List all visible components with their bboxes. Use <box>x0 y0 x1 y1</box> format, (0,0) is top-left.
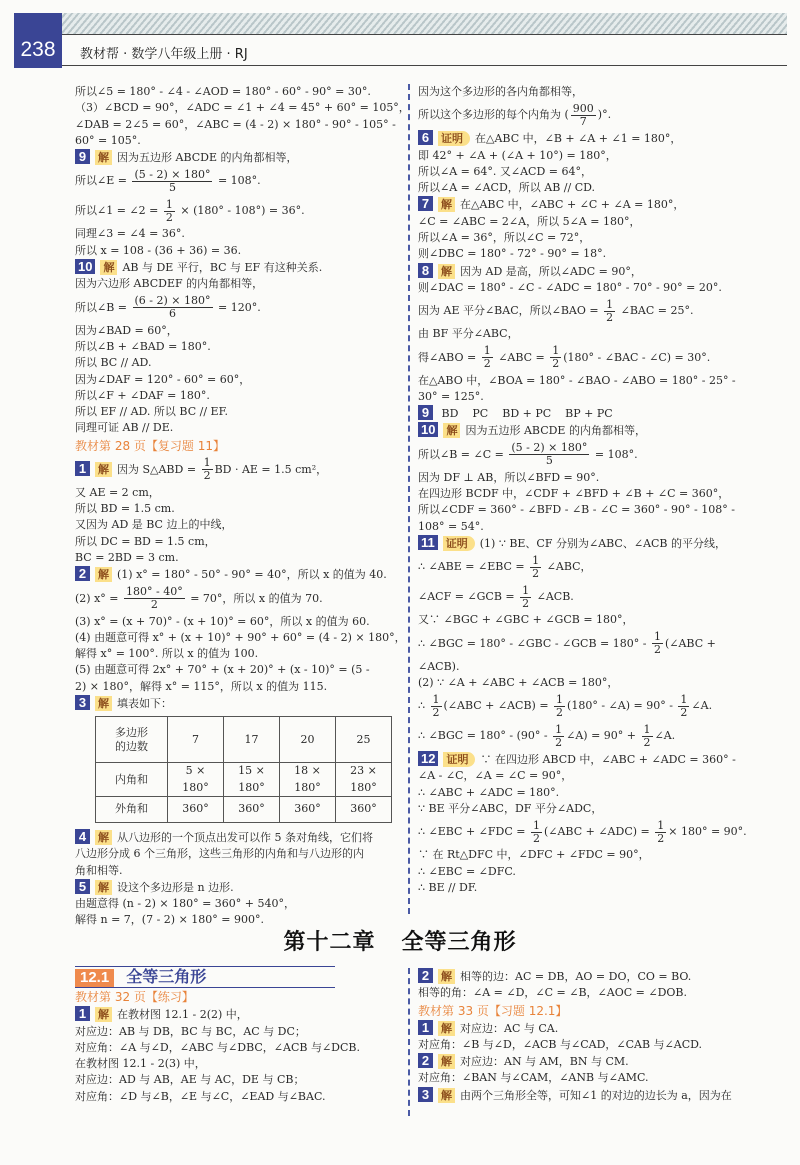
text-line: 对应边：AB 与 DB，BC 与 BC，AC 与 DC； <box>75 1024 306 1038</box>
text: (∠ABC + ∠ADC) = <box>543 825 650 839</box>
numerator: 1 <box>532 818 540 832</box>
answer-tag: 解 <box>95 462 112 477</box>
text-line: 所以 BC // AD. <box>75 356 152 370</box>
fraction <box>482 345 493 370</box>
text-line: 对应边：AD 与 AB，AE 与 AC，DE 与 CB； <box>75 1073 305 1087</box>
question-number-badge: 10 <box>75 259 95 274</box>
review-question-8 <box>418 263 788 280</box>
question-number-badge: 1 <box>75 461 90 476</box>
question-10 <box>75 259 405 276</box>
denominator: 2 <box>432 705 440 719</box>
column-divider <box>408 84 410 914</box>
blank-answer: BD + PC <box>502 407 552 421</box>
text: 所以这个多边形的每个内角为 ( <box>418 108 569 122</box>
numerator: 1 <box>653 630 661 644</box>
text-line: ∠ACB). <box>418 659 460 673</box>
formula-line <box>75 584 405 614</box>
text-line: 又∵ ∠BGC + ∠GBC + ∠GCB = 180°， <box>418 613 634 627</box>
answer-tag: 解 <box>95 830 112 845</box>
table-cell: 360° <box>168 796 224 822</box>
text: ∠ACB. <box>536 590 574 604</box>
column-divider-lower <box>408 968 410 1116</box>
row-header <box>96 717 168 763</box>
denominator: 2 <box>483 357 491 371</box>
text-line: 在四边形 BCDF 中，∠CDF + ∠BFD + ∠B + ∠C = 360°， <box>418 487 730 501</box>
denominator: 2 <box>150 598 158 612</box>
fraction <box>678 694 689 719</box>
text: ∴ ∠ABE = ∠EBC = <box>418 560 525 574</box>
text: BD · AE = 1.5 cm²， <box>214 462 328 476</box>
row-header: 内角和 <box>96 763 168 797</box>
fraction <box>554 694 565 719</box>
text-line: 30° = 125°. <box>418 389 484 403</box>
text: 因为 AD 是高，所以∠ADC = 90°， <box>460 264 642 278</box>
numerator: 1 <box>552 344 560 358</box>
denominator: 2 <box>555 735 563 749</box>
textbook-page-link: 教材第 28 页【复习题 11】 <box>75 438 225 453</box>
numerator: 900 <box>572 101 594 115</box>
question-number-badge: 12 <box>418 751 438 766</box>
formula-line <box>418 296 788 326</box>
table-cell: 17 <box>224 717 280 763</box>
denominator: 2 <box>606 310 614 324</box>
numerator: 1 <box>657 818 665 832</box>
fraction <box>553 724 564 749</box>
text-line: 所以∠F + ∠DAF = 180°. <box>75 388 210 402</box>
question-number-badge: 3 <box>418 1087 433 1102</box>
formula-line <box>75 293 405 323</box>
denominator: 2 <box>532 566 540 580</box>
text: 所以∠B = ∠C = <box>418 447 504 461</box>
formula-line <box>418 440 788 470</box>
table-cell: 5 × 180° <box>168 763 224 797</box>
text-line: 所以∠B + ∠BAD = 180°. <box>75 339 211 353</box>
section-number: 12.1 <box>75 969 114 987</box>
text: = 120°. <box>218 300 261 314</box>
text-line: ∠C = ∠ABC = 2∠A，所以 5∠A = 180°， <box>418 214 641 228</box>
fraction <box>655 820 666 845</box>
text: ∠A. <box>654 729 676 743</box>
exercise-question-1 <box>418 1020 788 1037</box>
table-cell: 20 <box>280 717 336 763</box>
question-number-badge: 3 <box>75 695 90 710</box>
text: = 70°，所以 x 的值为 70. <box>190 591 323 605</box>
table-row <box>96 717 392 763</box>
textbook-page-link: 教材第 33 页【习题 12.1】 <box>418 1003 568 1018</box>
formula-line <box>418 100 788 130</box>
fraction <box>530 555 541 580</box>
numerator: 1 <box>555 722 563 736</box>
text-line: 所以∠A = 64°. 又∠ACD = 64°， <box>418 164 592 178</box>
fraction <box>164 199 175 224</box>
text: 因为 AE 平分∠BAC，所以∠BAO = <box>418 304 599 318</box>
numerator: 1 <box>680 692 688 706</box>
question-number-badge: 8 <box>418 263 433 278</box>
formula-line <box>418 817 788 847</box>
fraction <box>509 442 589 467</box>
numerator: (6 - 2) × 180° <box>134 294 211 308</box>
text-line: ∴ ∠ABC + ∠ADC = 180°. <box>418 785 560 799</box>
question-number-badge: 1 <box>75 1006 90 1021</box>
table-cell: 25 <box>336 717 392 763</box>
text: 因为五边形 ABCDE 的内角都相等， <box>117 151 298 165</box>
question-number-badge: 10 <box>418 422 438 437</box>
text: ∴ ∠EBC + ∠FDC = <box>418 825 526 839</box>
answer-tag: 解 <box>438 969 455 984</box>
text: 相等的边：AC = DB，AO = DO，CO = BO. <box>460 970 692 983</box>
numerator: (5 - 2) × 180° <box>134 167 211 181</box>
formula-line <box>418 582 788 612</box>
text: ∵ 在四边形 ABCD 中，∠ABC + ∠ADC = 360° - <box>480 753 736 767</box>
numerator: 1 <box>606 297 614 311</box>
page-number: 238 <box>14 13 62 68</box>
text-line: (3) x° = (x + 70)° - (x + 10)° = 60°，所以 x 的值为 60. <box>75 614 370 628</box>
practice-question-2 <box>418 968 788 985</box>
denominator: 5 <box>545 454 553 468</box>
text-line: 所以∠5 = 180° - ∠4 - ∠AOD = 180° - 60° - 90° = 30°. <box>75 85 371 98</box>
text-line: 又 AE = 2 cm， <box>75 485 160 499</box>
denominator: 2 <box>165 210 173 224</box>
text: 设这个多边形是 n 边形. <box>117 880 234 894</box>
fraction <box>431 694 442 719</box>
text: 因为五边形 ABCDE 的内角都相等， <box>465 424 646 438</box>
numerator: 1 <box>522 583 530 597</box>
text-line: ∴ BE // DF. <box>418 880 478 894</box>
fraction <box>604 299 615 324</box>
section-12-1-left <box>75 966 405 1105</box>
answer-tag: 解 <box>95 567 112 582</box>
fraction <box>124 586 185 611</box>
text-line: 因为这个多边形的各内角都相等， <box>418 85 583 98</box>
review-question-4 <box>75 829 405 846</box>
formula-line <box>75 166 405 196</box>
text-line: 所以∠A = ∠ACD，所以 AB // CD. <box>418 181 596 195</box>
formula-line <box>418 343 788 373</box>
fraction <box>520 585 531 610</box>
text: )°. <box>597 108 612 122</box>
text-line: 同理∠3 = ∠4 = 36°. <box>75 227 185 241</box>
textbook-page-link: 教材第 32 页【练习】 <box>75 990 194 1005</box>
text-line: 在△ABO 中，∠BOA = 180° - ∠BAO - ∠ABO = 180° - 25° - <box>418 373 736 387</box>
text-line: (5) 由题意可得 2x° + 70° + (x + 20)° + (x - 10)° = (5 - <box>75 663 370 677</box>
review-question-5 <box>75 879 405 896</box>
chapter-number: 第十二章 <box>283 930 376 955</box>
question-number-badge: 7 <box>418 196 433 211</box>
denominator: 2 <box>203 469 211 483</box>
text-line: 60° = 105°. <box>75 133 141 147</box>
left-column <box>75 84 410 929</box>
question-number-badge: 2 <box>418 1053 433 1068</box>
denominator: 2 <box>532 831 540 845</box>
blank-answer: PC <box>472 407 489 421</box>
review-question-3 <box>75 695 405 712</box>
fraction <box>642 724 653 749</box>
text-line: ∴ ∠EBC = ∠DFC. <box>418 864 516 878</box>
text-line: 又因为 AD 是 BC 边上的中线， <box>75 518 233 532</box>
answer-tag: 解 <box>443 423 460 438</box>
text: = 108°. <box>217 174 261 188</box>
table-cell: 23 × 180° <box>336 763 392 797</box>
numerator: 1 <box>203 456 211 470</box>
answer-tag: 解 <box>95 1007 112 1022</box>
text: 在教材图 12.1 - 2(2) 中， <box>117 1008 248 1022</box>
denominator: 2 <box>552 357 560 371</box>
text-line: 因为六边形 ABCDEF 的内角都相等， <box>75 277 264 291</box>
text: 所以∠E = <box>75 174 127 188</box>
text: ∠A) = 90° + <box>566 729 636 743</box>
text-line: 即 42° + ∠A + (∠A + 10°) = 180°， <box>418 148 617 162</box>
review-question-12 <box>418 751 788 768</box>
fraction <box>550 345 561 370</box>
fraction <box>133 295 213 320</box>
question-number-badge: 5 <box>75 879 90 894</box>
proof-tag: 证明 <box>443 752 475 767</box>
exercise-question-2 <box>418 1053 788 1070</box>
header-stripe <box>62 13 787 35</box>
question-number-badge: 9 <box>418 405 433 420</box>
text: 填表如下： <box>117 697 172 711</box>
text: (∠ABC + <box>664 636 716 650</box>
text: (180° - ∠BAC - ∠C) = 30°. <box>563 350 711 364</box>
right-column <box>418 84 788 896</box>
answer-tag: 解 <box>95 150 112 165</box>
table-cell: 18 × 180° <box>280 763 336 797</box>
text: ∠ACF = ∠GCB = <box>418 590 515 604</box>
proof-tag: 证明 <box>438 131 470 146</box>
text-line: 角和相等. <box>75 863 123 877</box>
chapter-name: 全等三角形 <box>401 930 517 955</box>
fraction <box>652 631 663 656</box>
text-line: 八边形分成 6 个三角形，这些三角形的内角和与八边形的内 <box>75 847 364 861</box>
text: ∠ABC， <box>546 560 592 574</box>
text: ∠ABC = <box>498 350 545 364</box>
text-line: 解得 x° = 100°. 所以 x 的值为 100. <box>75 647 259 661</box>
text-line: （3）∠BCD = 90°，∠ADC = ∠1 + ∠4 = 45° + 60° = 105°， <box>75 101 410 115</box>
blank-answer: BP + PC <box>565 407 613 421</box>
text-line: 所以∠CDF = 360° - ∠BFD - ∠B - ∠C = 360° - 90° - 108° - <box>418 503 735 517</box>
exercise-question-3 <box>418 1087 788 1104</box>
text-line: 所以 BD = 1.5 cm. <box>75 502 175 516</box>
review-question-10 <box>418 422 788 439</box>
text: × (180° - 108°) = 36°. <box>180 204 305 218</box>
review-question-7 <box>418 196 788 213</box>
fraction <box>531 820 542 845</box>
text: 所以∠1 = ∠2 = <box>75 204 159 218</box>
text: 的边数 <box>115 739 148 753</box>
answer-tag: 解 <box>438 197 455 212</box>
formula-line <box>418 721 788 751</box>
section-heading <box>75 966 335 988</box>
text-line: 所以∠A = 36°，所以∠C = 72°， <box>418 231 591 245</box>
numerator: 1 <box>643 722 651 736</box>
text-line: 对应角：∠B 与∠D，∠ACB 与∠CAD，∠CAB 与∠ACD. <box>418 1037 703 1051</box>
fraction <box>571 103 596 128</box>
text-line: 所以 x = 108 - (36 + 36) = 36. <box>75 243 242 257</box>
header-rule <box>62 65 787 66</box>
text-line: 则∠DAC = 180° - ∠C - ∠ADC = 180° - 70° - 90° = 20°. <box>418 280 722 294</box>
practice-question-1 <box>75 1006 405 1023</box>
fraction <box>132 169 212 194</box>
formula-line <box>75 196 405 226</box>
question-number-badge: 4 <box>75 829 90 844</box>
text: ∴ ∠BGC = 180° - (90° - <box>418 729 548 743</box>
fraction <box>202 457 213 482</box>
text-line: 因为 DF ⊥ AB，所以∠BFD = 90°. <box>418 470 600 484</box>
question-number-badge: 2 <box>75 566 90 581</box>
text: 在△ABC 中，∠B + ∠A + ∠1 = 180°， <box>475 132 682 146</box>
text-line: 由题意得 (n - 2) × 180° = 360° + 540°， <box>75 897 295 911</box>
question-number-badge: 11 <box>418 535 438 550</box>
text-line: 因为∠BAD = 60°， <box>75 323 178 337</box>
numerator: 1 <box>483 344 491 358</box>
page-header <box>14 13 787 68</box>
table-cell: 7 <box>168 717 224 763</box>
text: (1) ∵ BE、CF 分别为∠ABC、∠ACB 的平分线， <box>479 536 727 550</box>
question-number-badge: 2 <box>418 968 433 983</box>
text: ∠A. <box>691 699 713 713</box>
text: 对应边：AN 与 AM，BN 与 CM. <box>460 1055 629 1069</box>
text: ∴ ∠BGC = 180° - ∠GBC - ∠GCB = 180° - <box>418 636 647 650</box>
numerator: 1 <box>556 692 564 706</box>
denominator: 6 <box>169 307 177 321</box>
text: 由两个三角形全等，可知∠1 的对边的边长为 a，因为在 <box>460 1088 732 1102</box>
text-line: 所以 EF // AD. 所以 BC // EF. <box>75 405 228 419</box>
blank-answer: BD <box>441 407 459 421</box>
table-row <box>96 763 392 797</box>
text-line: ∵ 在 Rt△DFC 中，∠DFC + ∠FDC = 90°， <box>418 848 650 862</box>
text-line: 对应角：∠BAN 与∠CAM，∠ANB 与∠AMC. <box>418 1071 649 1085</box>
question-number-badge: 1 <box>418 1020 433 1035</box>
text: 因为 S△ABD = <box>117 462 197 476</box>
review-question-9 <box>418 405 788 422</box>
text-line: 对应角：∠A 与∠D，∠ABC 与∠DBC，∠ACB 与∠DCB. <box>75 1040 360 1054</box>
text-line: ∠DAB = 2∠5 = 60°，∠ABC = (4 - 2) × 180° - 90° - 105° - <box>75 117 396 131</box>
answer-tag: 解 <box>438 1021 455 1036</box>
denominator: 2 <box>556 705 564 719</box>
text-line: (2) ∵ ∠A + ∠ABC + ∠ACB = 180°， <box>418 675 619 689</box>
section-title: 全等三角形 <box>126 967 207 986</box>
review-question-11 <box>418 535 788 552</box>
answer-tag: 解 <box>438 1054 455 1069</box>
text: (1) x° = 180° - 50° - 90° = 40°，所以 x 的值为 40. <box>117 568 387 582</box>
numerator: 180° - 40° <box>126 585 183 599</box>
text-line: ∵ BE 平分∠ABC，DF 平分∠ADC， <box>418 802 603 816</box>
book-title: 教材帮 · 数学八年级上册 · RJ <box>80 47 248 62</box>
question-number-badge: 9 <box>75 149 90 164</box>
text-line: 108° = 54°. <box>418 519 484 533</box>
text-line: 同理可证 AB // DE. <box>75 421 174 435</box>
numerator: 1 <box>432 692 440 706</box>
question-number-badge: 6 <box>418 130 433 145</box>
proof-tag: 证明 <box>443 536 475 551</box>
text: 从八边形的一个顶点出发可以作 5 条对角线，它们将 <box>117 830 373 844</box>
text: 对应边：AC 与 CA. <box>460 1021 559 1035</box>
formula-line <box>418 629 788 659</box>
formula-line <box>418 691 788 721</box>
table-cell: 360° <box>280 796 336 822</box>
denominator: 2 <box>643 735 651 749</box>
text: ∴ <box>418 699 425 713</box>
text: = 108°. <box>594 447 638 461</box>
text: 得∠ABO = <box>418 350 477 364</box>
numerator: 1 <box>165 197 173 211</box>
review-question-1 <box>75 455 405 485</box>
formula-line <box>418 552 788 582</box>
text-line: 在教材图 12.1 - 2(3) 中， <box>75 1057 206 1071</box>
text: × 180° = 90°. <box>668 825 747 839</box>
text-line: (4) 由题意可得 x° + (x + 10)° + 90° + 60° = (4 - 2) × 180°， <box>75 630 406 644</box>
table-cell: 360° <box>224 796 280 822</box>
answer-tag: 解 <box>438 264 455 279</box>
text: ∠BAC = 25°. <box>620 304 694 318</box>
table-cell: 15 × 180° <box>224 763 280 797</box>
table-cell: 360° <box>336 796 392 822</box>
denominator: 2 <box>522 596 530 610</box>
answer-tag: 解 <box>95 880 112 895</box>
denominator: 2 <box>680 705 688 719</box>
table-row <box>96 796 392 822</box>
answer-tag: 解 <box>95 696 112 711</box>
text-line: 解得 n = 7，(7 - 2) × 180° = 900°. <box>75 913 264 927</box>
review-question-6 <box>418 130 788 147</box>
answer-tag: 解 <box>100 260 117 275</box>
text-line: BC = 2BD = 3 cm. <box>75 550 179 564</box>
chapter-title <box>0 925 800 956</box>
numerator: 1 <box>532 553 540 567</box>
section-12-1-right <box>418 968 788 1104</box>
row-header: 外角和 <box>96 796 168 822</box>
text: AB 与 DE 平行，BC 与 EF 有这种关系. <box>122 261 323 275</box>
review-question-2 <box>75 566 405 583</box>
text-line: 2) × 180°，解得 x° = 115°，所以 x 的值为 115. <box>75 679 328 693</box>
text: 在△ABC 中，∠ABC + ∠C + ∠A = 180°， <box>460 198 685 212</box>
text-line: 因为∠DAF = 120° - 60° = 60°， <box>75 372 251 386</box>
polygon-angle-table <box>95 716 392 823</box>
denominator: 7 <box>579 114 587 128</box>
text-line: 所以 DC = BD = 1.5 cm， <box>75 534 216 548</box>
denominator: 2 <box>653 643 661 657</box>
text: (180° - ∠A) = 90° - <box>567 699 673 713</box>
text: (∠ABC + ∠ACB) = <box>443 699 549 713</box>
answer-tag: 解 <box>438 1088 455 1103</box>
text-line: 由 BF 平分∠ABC， <box>418 327 519 341</box>
denominator: 2 <box>657 831 665 845</box>
question-9 <box>75 149 405 166</box>
text: 多边形 <box>115 725 148 739</box>
denominator: 5 <box>168 180 176 194</box>
text: (2) x° = <box>75 591 119 605</box>
text-line: ∠A - ∠C，∠A = ∠C = 90°， <box>418 769 573 783</box>
text-line: 相等的角：∠A = ∠D，∠C = ∠B，∠AOC = ∠DOB. <box>418 986 687 1000</box>
text: 所以∠B = <box>75 300 128 314</box>
text-line: 则∠DBC = 180° - 72° - 90° = 18°. <box>418 247 607 261</box>
text-line: 对应角：∠D 与∠B，∠E 与∠C，∠EAD 与∠BAC. <box>75 1089 326 1103</box>
numerator: (5 - 2) × 180° <box>511 441 588 455</box>
